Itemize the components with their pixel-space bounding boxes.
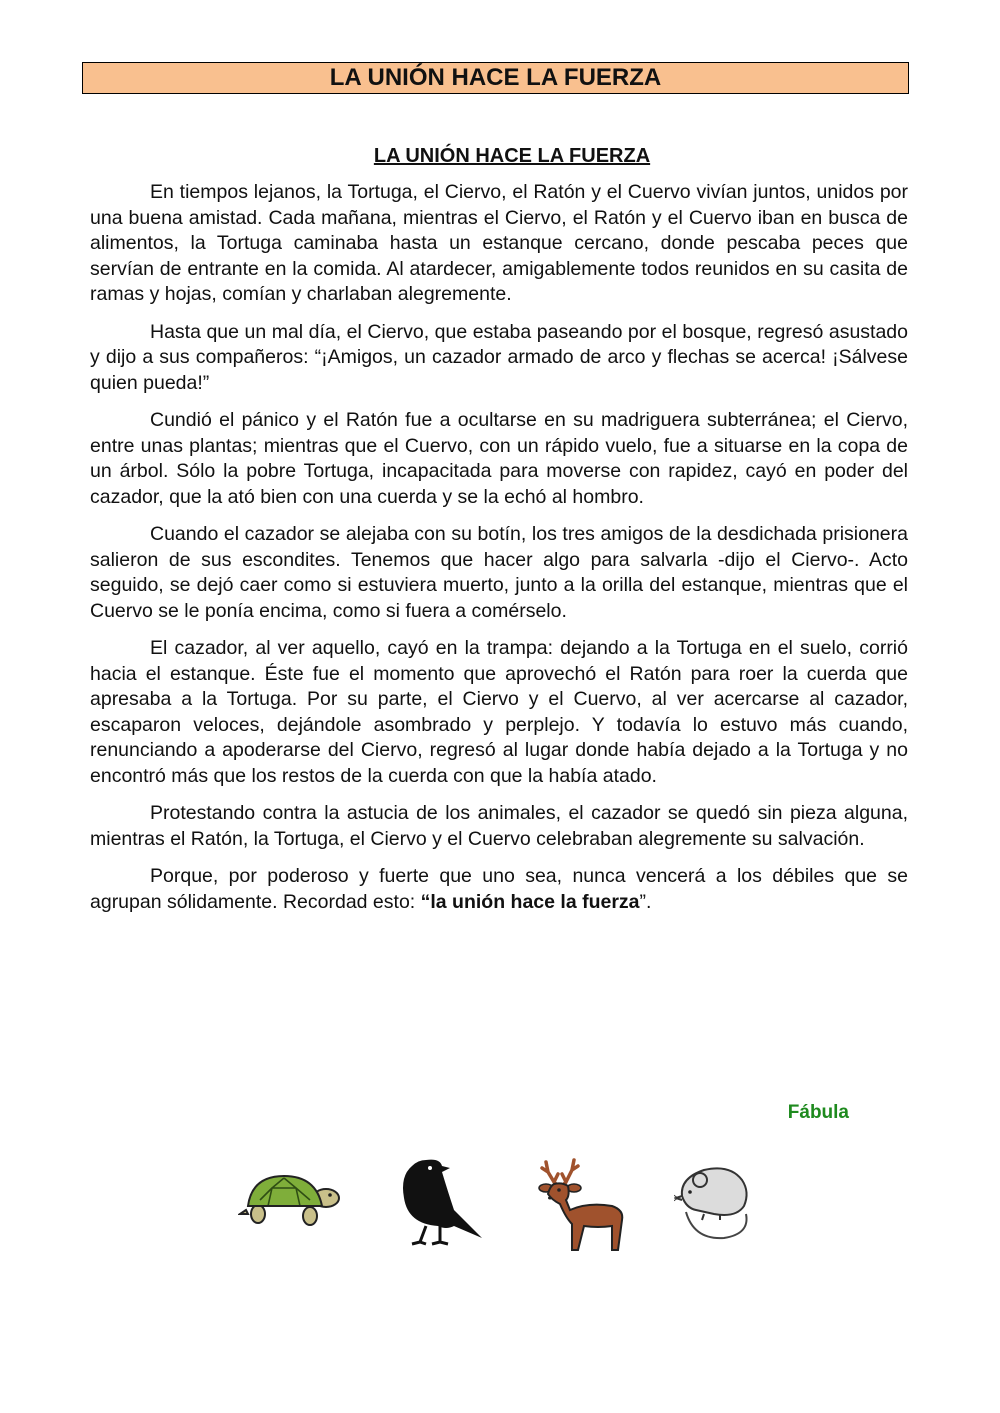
animal-illustrations [0, 1150, 1000, 1260]
paragraph: Hasta que un mal día, el Ciervo, que estaba paseando por el bosque, regresó asustado y dijo a sus compañeros: “¡Amigos, un cazador armado de arco y flechas se acerca! ¡Sálvese quien pueda!” [90, 320, 908, 394]
story-body [90, 180, 908, 927]
paragraph: El cazador, al ver aquello, cayó en la trampa: dejando a la Tortuga en el suelo, corrió hacia el estanque. Éste fue el momento que aprovechó el Ratón para roer la cuerda que apresaba a la Tortuga. Por su parte, el Ciervo y el Cuervo, al ver acercarse al cazador, escaparon veloces, dejándole asombrado y perplejo. Y todavía lo estuvo más cuando, renunciando a apoderarse del Ciervo, regresó al lugar donde había dejado a la Tortuga y no encontró más que los restos de la cuerda con que la había atado. [90, 637, 908, 787]
paragraph: Cundió el pánico y el Ratón fue a ocultarse en su madriguera subterránea; el Ciervo, entre unas plantas; mientras que el Cuervo, con un rápido vuelo, fue a situarse en la copa de un árbol. Sólo la pobre Tortuga, incapacitada para moverse con rapidez, cayó en poder del cazador, que la ató bien con una cuerda y se la echó al hombro. [90, 409, 908, 508]
moral-quote: “la unión hace la fuerza [420, 890, 640, 913]
turtle-icon [238, 1170, 342, 1232]
deer-icon [532, 1154, 632, 1254]
paragraph: Cuando el cazador se alejaba con su botín, los tres amigos de la desdichada prisionera salieron de sus escondites. Tenemos que hacer algo para salvarla -dijo el Ciervo-. Acto seguido, se dejó caer como si estuviera muerto, junto a la orilla del estanque, mientras que el Cuervo se le ponía encima, como si fuera a comérselo. [90, 523, 908, 622]
moral-end: ”. [639, 890, 652, 913]
story-title: LA UNIÓN HACE LA FUERZA [373, 145, 651, 167]
moral-text: Porque, por poderoso y fuerte que uno sea, nunca vencerá a los débiles que se agrupan sólidamente. Recordad esto: [90, 865, 908, 913]
source-label: Fábula [787, 1102, 849, 1123]
mouse-icon [674, 1162, 758, 1246]
paragraph: En tiempos lejanos, la Tortuga, el Ciervo, el Ratón y el Cuervo vivían juntos, unidos por una buena amistad. Cada mañana, mientras el Ciervo, el Ratón y el Cuervo iban en busca de alimentos, la Tortuga caminaba hasta un estanque cercano, donde pescaba peces que servían de entrante en la comida. Al atardecer, amigablemente todos reunidos en su casita de ramas y hojas, comían y charlaban alegremente. [90, 181, 908, 305]
paragraph: Protestando contra la astucia de los animales, el cazador se quedó sin pieza alguna, mientras el Ratón, la Tortuga, el Ciervo y el Cuervo celebraban alegremente su salvación. [90, 802, 908, 850]
banner-title: LA UNIÓN HACE LA FUERZA [82, 62, 909, 94]
moral-paragraph [90, 864, 908, 915]
crow-icon [392, 1156, 488, 1248]
